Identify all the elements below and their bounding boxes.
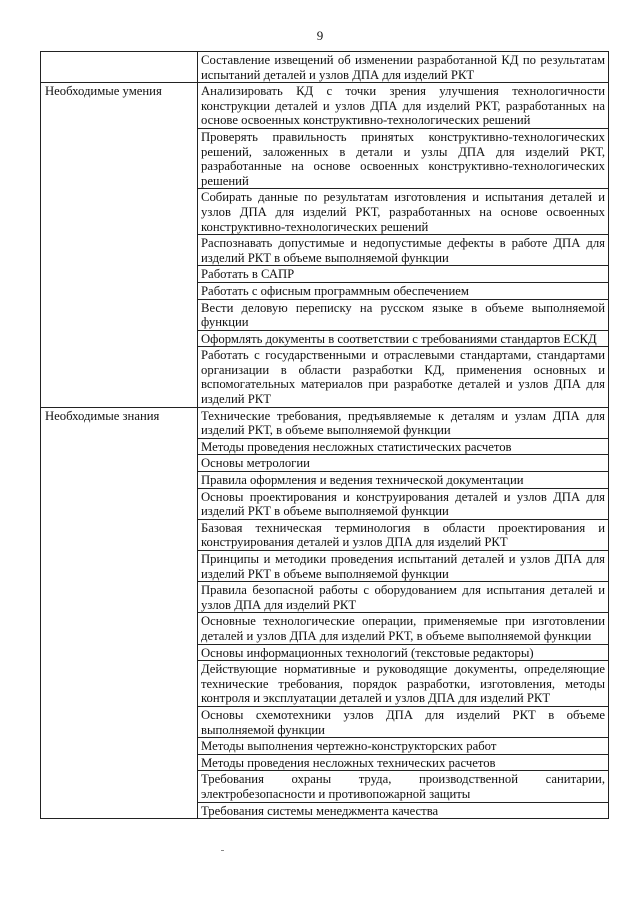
requirement-item: Проверять правильность принятых конструктивно-технологических решений, заложенных в детали и узлы ДПА для изделий РКТ, разработанные на основе освоенных конструктивно-технологических решений bbox=[198, 128, 609, 188]
requirement-item: Работать с офисным программным обеспечением bbox=[198, 282, 609, 299]
requirement-item: Технические требования, предъявляемые к деталям и узлам ДПА для изделий РКТ, в объеме выполняемой функции bbox=[198, 407, 609, 438]
section-label bbox=[41, 52, 198, 83]
table-row bbox=[41, 407, 609, 438]
requirement-item: Основы метрологии bbox=[198, 455, 609, 472]
requirement-item: Основы информационных технологий (текстовые редакторы) bbox=[198, 644, 609, 661]
requirement-item: Оформлять документы в соответствии с требованиями стандартов ЕСКД bbox=[198, 330, 609, 347]
requirement-item: Требования системы менеджмента качества bbox=[198, 802, 609, 819]
requirement-item: Собирать данные по результатам изготовления и испытания деталей и узлов ДПА для изделий РКТ, разработанных на основе освоенных конструктивно-технологических решений bbox=[198, 189, 609, 235]
requirement-item: Принципы и методики проведения испытаний деталей и узлов ДПА для изделий РКТ в объеме выполняемой функции bbox=[198, 551, 609, 582]
page-number: 9 bbox=[316, 28, 324, 43]
requirement-item: Базовая техническая терминология в области проектирования и конструирования деталей и узлов ДПА для изделий РКТ bbox=[198, 519, 609, 550]
requirement-item: Основные технологические операции, применяемые при изготовлении деталей и узлов ДПА для изделий РКТ, в объеме выполняемой функции bbox=[198, 613, 609, 644]
requirement-item: Действующие нормативные и руководящие документы, определяющие технические требования, порядок разработки, изготовления, методы контроля и эксплуатации деталей и узлов ДПА для изделий РКТ bbox=[198, 661, 609, 707]
requirement-item: Требования охраны труда, производственной санитарии, электробезопасности и противопожарной защиты bbox=[198, 771, 609, 802]
scan-mark bbox=[221, 850, 224, 851]
requirement-item: Методы проведения несложных технических расчетов bbox=[198, 754, 609, 771]
requirement-item: Вести деловую переписку на русском языке в объеме выполняемой функции bbox=[198, 299, 609, 330]
section-label: Необходимые знания bbox=[41, 407, 198, 818]
requirement-item: Основы проектирования и конструирования деталей и узлов ДПА для изделий РКТ в объеме выполняемой функции bbox=[198, 488, 609, 519]
requirement-item: Методы проведения несложных статистических расчетов bbox=[198, 438, 609, 455]
table-row bbox=[41, 83, 609, 129]
requirement-item: Работать с государственными и отраслевыми стандартами, стандартами организации в области разработки КД, применения основных и вспомогательных материалов при разработке деталей и узлов ДПА для изделий РКТ bbox=[198, 347, 609, 407]
requirement-item: Правила оформления и ведения технической документации bbox=[198, 472, 609, 489]
requirement-item: Правила безопасной работы с оборудованием для испытания деталей и узлов ДПА для изделий РКТ bbox=[198, 582, 609, 613]
table-row bbox=[41, 52, 609, 83]
requirement-item: Основы схемотехники узлов ДПА для изделий РКТ в объеме выполняемой функции bbox=[198, 706, 609, 737]
requirement-item: Методы выполнения чертежно-конструкторских работ bbox=[198, 738, 609, 755]
requirement-item: Составление извещений об изменении разработанной КД по результатам испытаний деталей и узлов ДПА для изделий РКТ bbox=[198, 52, 609, 83]
requirement-item: Распознавать допустимые и недопустимые дефекты в работе ДПА для изделий РКТ в объеме выполняемой функции bbox=[198, 235, 609, 266]
section-label: Необходимые умения bbox=[41, 83, 198, 407]
requirement-item: Работать в САПР bbox=[198, 266, 609, 283]
requirements-table bbox=[40, 51, 609, 819]
requirement-item: Анализировать КД с точки зрения улучшения технологичности конструкции деталей и узлов ДПА для изделий РКТ, разработанных на основе освоенных конструктивно-технологических решений bbox=[198, 83, 609, 129]
